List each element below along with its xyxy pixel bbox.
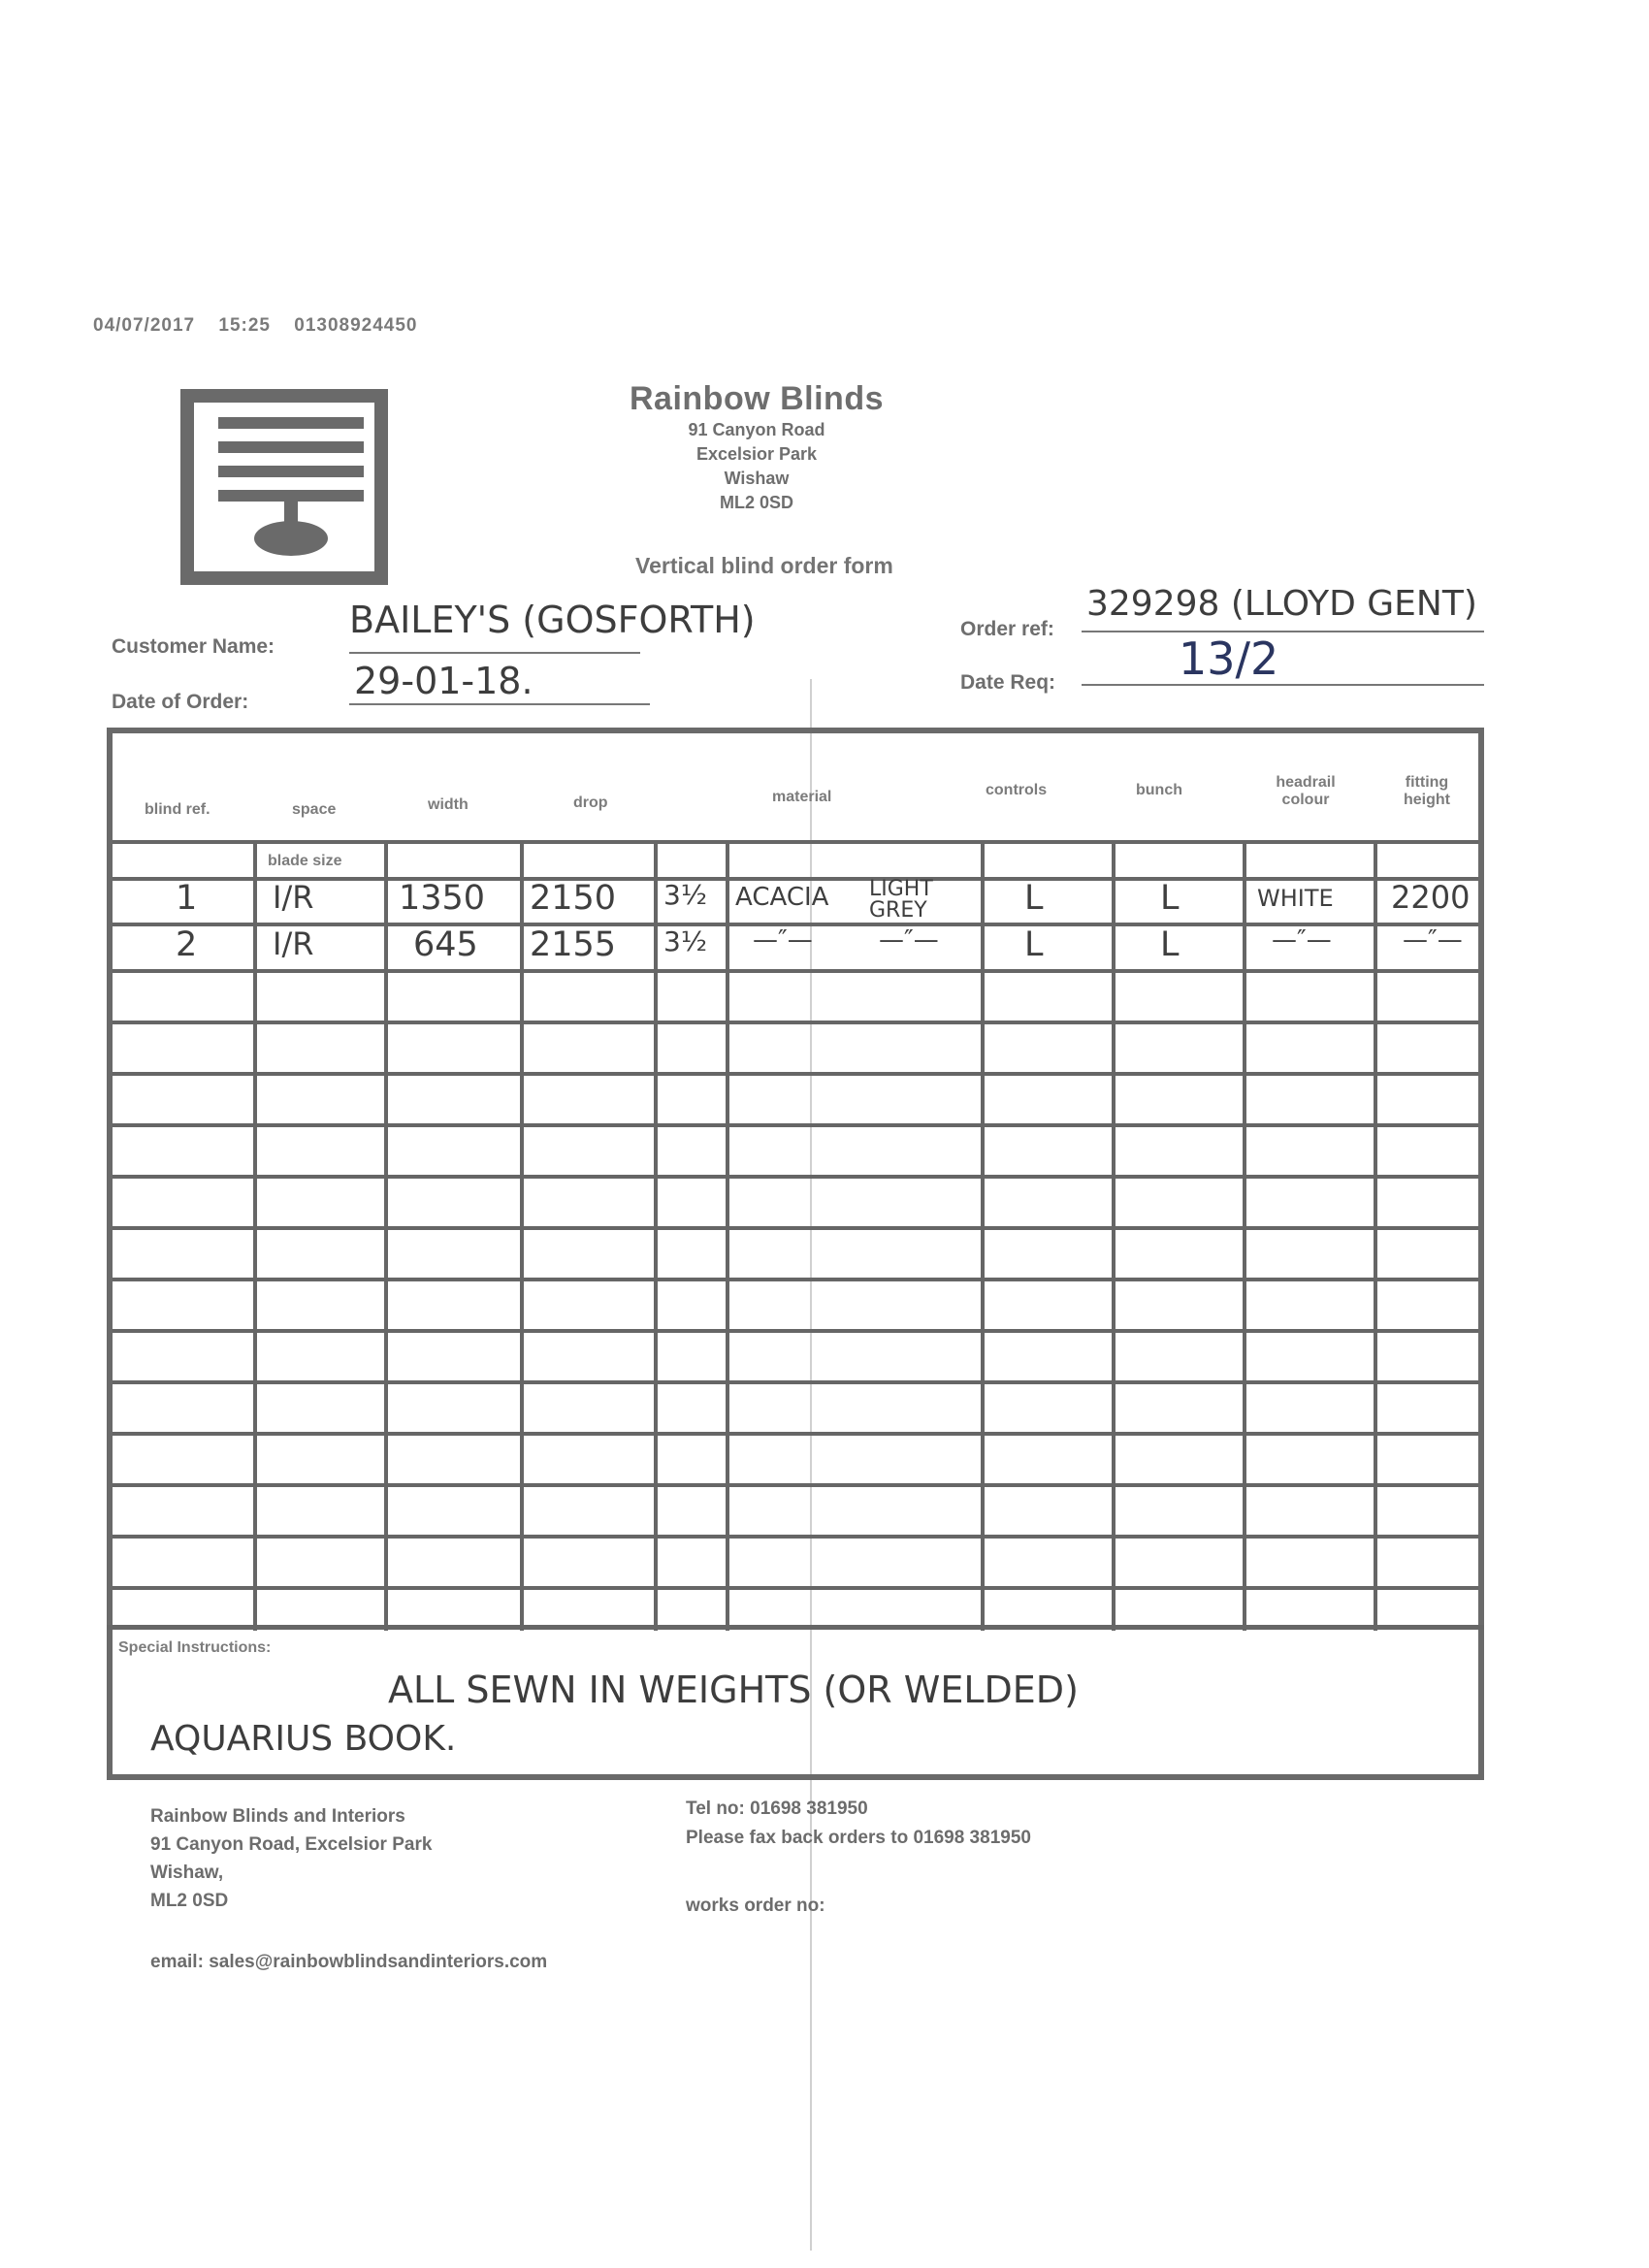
column-line — [726, 840, 729, 1631]
fax-date: 04/07/2017 — [93, 315, 196, 336]
row2-headrail[interactable]: —″— — [1272, 925, 1332, 955]
row1-colour[interactable]: LIGHT GREY — [869, 877, 933, 923]
row1-space[interactable]: I/R — [273, 879, 314, 916]
row-line — [113, 1535, 1478, 1539]
header-fitting-height: fitting height — [1404, 774, 1450, 808]
row2-controls[interactable]: L — [1024, 925, 1044, 964]
row1-width[interactable]: 1350 — [399, 879, 486, 918]
customer-name-underline — [349, 652, 640, 654]
company-logo — [179, 388, 403, 587]
footer-fax-note: Please fax back orders to 01698 381950 — [686, 1828, 1031, 1848]
footer-address — [150, 1802, 432, 1915]
footer-address-line: Wishaw, — [150, 1863, 224, 1883]
customer-name-label: Customer Name: — [112, 635, 275, 658]
row2-material[interactable]: —″— — [753, 925, 813, 955]
row2-ref[interactable]: 2 — [176, 925, 198, 964]
row2-width[interactable]: 645 — [413, 925, 478, 964]
header-blind-ref: blind ref. — [145, 801, 210, 818]
column-line — [1112, 840, 1116, 1631]
row1-controls[interactable]: L — [1024, 879, 1044, 918]
row-line — [113, 1072, 1478, 1076]
footer-email: email: sales@rainbowblindsandinteriors.com — [150, 1952, 548, 1972]
row-line — [113, 1175, 1478, 1179]
row-line — [113, 1226, 1478, 1230]
order-table — [107, 728, 1484, 1780]
row2-blade[interactable]: 3½ — [663, 925, 707, 957]
header-width: width — [428, 796, 469, 813]
order-ref-underline — [1082, 631, 1484, 632]
special-instructions-line2[interactable]: AQUARIUS BOOK. — [150, 1719, 457, 1759]
row-line — [113, 1380, 1478, 1384]
row2-fitting[interactable]: —″— — [1403, 925, 1463, 955]
company-name: Rainbow Blinds — [630, 380, 884, 417]
row1-blade[interactable]: 3½ — [663, 879, 707, 911]
customer-name-value[interactable]: BAILEY'S (GOSFORTH) — [349, 599, 756, 641]
form-title: Vertical blind order form — [635, 553, 893, 578]
footer-works-order: works order no: — [686, 1895, 825, 1916]
fax-number: 01308924450 — [294, 315, 418, 336]
company-block — [563, 380, 951, 515]
date-req-value[interactable]: 13/2 — [1179, 632, 1279, 685]
row2-colour[interactable]: —″— — [879, 925, 939, 955]
column-line — [520, 840, 524, 1631]
order-ref-label: Order ref: — [960, 618, 1054, 640]
column-line — [253, 840, 257, 1631]
special-instructions-label: Special Instructions: — [118, 1639, 272, 1656]
row-line — [113, 1483, 1478, 1487]
date-of-order-value[interactable]: 29-01-18. — [354, 660, 534, 702]
fax-time: 15:25 — [218, 315, 271, 336]
row-line — [113, 1278, 1478, 1281]
footer-address-line: Rainbow Blinds and Interiors — [150, 1806, 405, 1827]
header-separator — [113, 840, 1478, 844]
date-of-order-underline — [349, 703, 650, 705]
column-line — [384, 840, 388, 1631]
header-bunch: bunch — [1136, 782, 1182, 798]
special-instructions-box — [107, 1625, 1484, 1785]
column-line — [1243, 840, 1246, 1631]
date-of-order-label: Date of Order: — [112, 691, 249, 713]
row1-bunch[interactable]: L — [1160, 879, 1180, 918]
row2-drop[interactable]: 2155 — [530, 925, 617, 964]
row-line — [113, 1432, 1478, 1436]
row1-fitting[interactable]: 2200 — [1391, 879, 1471, 916]
row1-ref[interactable]: 1 — [176, 879, 198, 918]
column-line — [654, 840, 658, 1631]
date-req-label: Date Req: — [960, 671, 1056, 694]
row-line — [113, 1586, 1478, 1590]
row2-bunch[interactable]: L — [1160, 925, 1180, 964]
column-line — [981, 840, 985, 1631]
row-line — [113, 1329, 1478, 1333]
company-address-line: 91 Canyon Road — [688, 420, 825, 439]
row1-headrail[interactable]: WHITE — [1257, 885, 1334, 912]
header-headrail-colour: headrail colour — [1276, 774, 1336, 808]
row2-space[interactable]: I/R — [273, 925, 314, 962]
header-controls: controls — [986, 782, 1048, 798]
header-blade-size: blade size — [268, 853, 342, 869]
column-line — [1374, 840, 1377, 1631]
company-address-line: ML2 0SD — [719, 493, 794, 512]
fax-header — [93, 315, 418, 337]
header-drop: drop — [573, 794, 608, 811]
order-ref-value[interactable]: 329298 (LLOYD GENT) — [1086, 584, 1477, 624]
company-address-line: Wishaw — [724, 469, 790, 488]
row-line — [113, 1021, 1478, 1024]
footer-tel: Tel no: 01698 381950 — [686, 1798, 868, 1819]
special-instructions-line1[interactable]: ALL SEWN IN WEIGHTS (OR WELDED) — [388, 1669, 1079, 1711]
company-address-line: Excelsior Park — [695, 444, 818, 464]
header-material: material — [772, 789, 832, 805]
row-line — [113, 877, 1478, 881]
date-req-underline — [1082, 684, 1484, 686]
row-line — [113, 969, 1478, 973]
row1-material[interactable]: ACACIA — [735, 883, 829, 912]
footer-address-line: 91 Canyon Road, Excelsior Park — [150, 1834, 433, 1855]
footer-address-line: ML2 0SD — [150, 1891, 229, 1911]
row1-drop[interactable]: 2150 — [530, 879, 617, 918]
header-space: space — [292, 801, 337, 818]
row-line — [113, 1123, 1478, 1127]
